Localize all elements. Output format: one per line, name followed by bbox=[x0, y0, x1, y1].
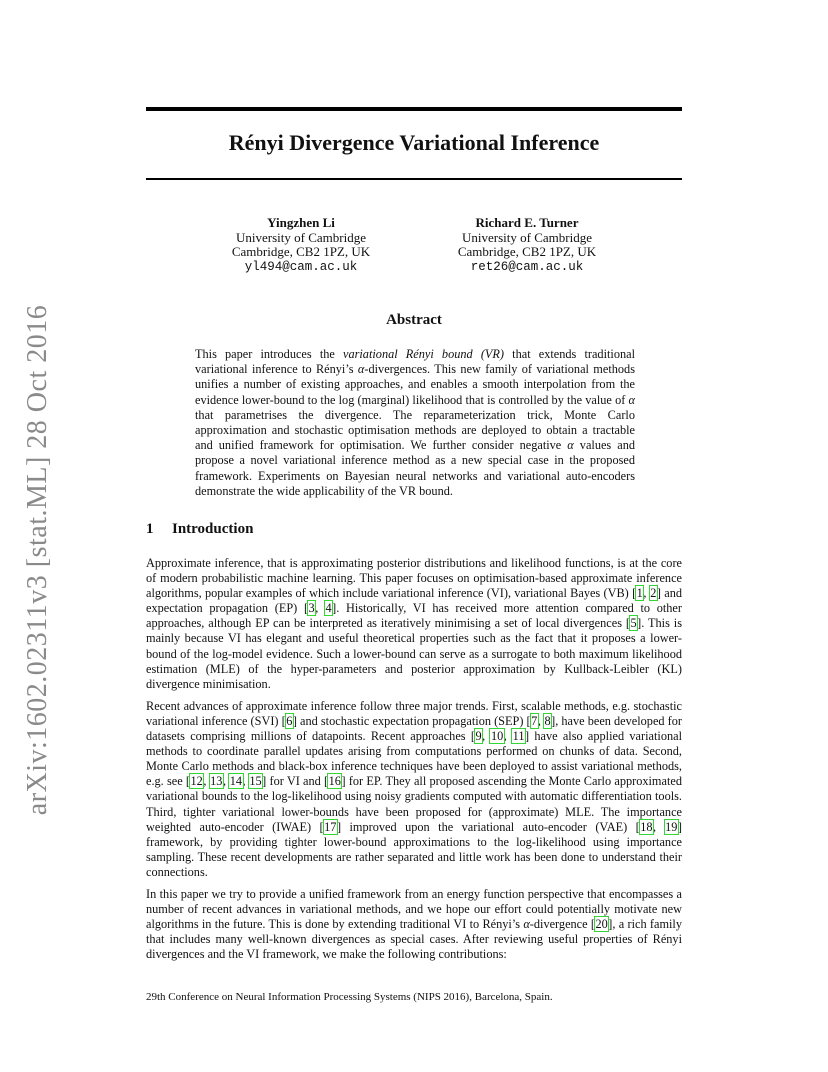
citation-link[interactable]: 17 bbox=[324, 819, 337, 834]
author-affiliation: University of Cambridge bbox=[462, 229, 592, 245]
alpha-symbol: α bbox=[523, 917, 530, 932]
citation-link[interactable]: 2 bbox=[650, 586, 657, 601]
author-2 bbox=[412, 216, 642, 274]
title-top-rule bbox=[146, 107, 682, 111]
text-segment: , bbox=[503, 729, 513, 744]
abstract-emphasis: variational Rényi bound (VR) bbox=[343, 347, 505, 361]
citation-link[interactable]: 4 bbox=[325, 601, 332, 616]
citation-link[interactable]: 19 bbox=[665, 819, 678, 834]
title-bottom-rule bbox=[146, 178, 682, 180]
text-segment: ] framework, by providing tighter lower-bound approximations to the log-likelihood using importance sampling. These recent developments are rather separated and little work has been done to understand their connections. bbox=[146, 819, 682, 879]
citation-link[interactable]: 14 bbox=[229, 774, 243, 789]
text-segment: , bbox=[203, 774, 210, 789]
author-affiliation: University of Cambridge bbox=[236, 229, 366, 245]
text-segment: -divergence [ bbox=[529, 917, 595, 932]
author-1 bbox=[186, 216, 416, 274]
text-segment: ] for EP. They all proposed ascending the Monte Carlo approximated variational bounds to the log-likelihood using noisy gradients computed with automatic differentiation tools. Third, tighter variational lower-bounds have been proposed for (approximate) MLE. The importance weighted auto-encoder (IWAE) [ bbox=[146, 774, 682, 834]
arxiv-stamp-text: arXiv:1602.02311v3 [stat.ML] 28 Oct 2016 bbox=[22, 304, 54, 816]
citation-link[interactable]: 5 bbox=[630, 616, 637, 631]
alpha-symbol: α bbox=[567, 438, 574, 453]
abstract-segment: that parametrises the divergence. The reparameterization trick, Monte Carlo approximation and stochastic optimisation methods are deployed to obtain a tractable and unified framework for optimisation. We further consider negative bbox=[195, 407, 635, 453]
text-segment: Approximate inference, that is approximating posterior distributions and likelihood functions, is at the core of modern probabilistic machine learning. This paper focuses on optimisation-based approximate inference algorithms, popular examples of which include variational inference (VI), variational Bayes (VB) [ bbox=[146, 556, 682, 601]
alpha-symbol: α bbox=[628, 392, 635, 407]
author-name: Richard E. Turner bbox=[475, 215, 579, 230]
author-name: Yingzhen Li bbox=[267, 215, 335, 230]
citation-link[interactable]: 18 bbox=[640, 819, 653, 834]
text-segment: ]. Historically, VI has received more attention compared to other approaches, although EP can be interpreted as iteratively minimising a set of local divergences [ bbox=[146, 601, 682, 631]
text-segment: In this paper we try to provide a unified framework from an energy function perspective that encompasses a number of recent advances in variational methods, and we hope our effort could potentially motivate new algorithms in the future. This is done by extending traditional VI to Rényi’s bbox=[146, 886, 682, 932]
citation-link[interactable]: 13 bbox=[210, 774, 223, 789]
citation-link[interactable]: 6 bbox=[286, 713, 293, 728]
citation-link[interactable]: 10 bbox=[490, 729, 504, 744]
text-segment: , bbox=[222, 774, 230, 789]
citation-link[interactable]: 3 bbox=[308, 601, 315, 616]
citation-link[interactable]: 9 bbox=[475, 729, 482, 744]
text-segment: , bbox=[482, 729, 491, 744]
text-segment: ] have also applied variational methods to coordinate parallel updates arising from computations performed on chunks of data. Second, Monte Carlo methods and black-box inference techniques have been deployed to assist variational methods, e.g. see [ bbox=[146, 729, 682, 789]
section-title: Introduction bbox=[172, 521, 254, 537]
text-segment: , bbox=[643, 586, 650, 601]
citation-link[interactable]: 1 bbox=[636, 586, 643, 601]
alpha-symbol: α bbox=[357, 362, 365, 377]
citation-link[interactable]: 11 bbox=[512, 729, 525, 744]
author-email[interactable]: yl494@cam.ac.uk bbox=[244, 259, 358, 274]
text-segment: ]. This is mainly because VI has elegant and useful theoretical properties such as the fact that it proposes a lower-bound of the log-model evidence. Such a lower-bound can serve as a surrogate to both maximum likelihood estimation (MLE) of the hyper-parameters and posterior approximation by Kullback-Leibler (KL) divergence minimisation. bbox=[146, 616, 682, 691]
text-segment: , bbox=[315, 601, 325, 616]
text-segment: , bbox=[653, 819, 665, 834]
abstract-text bbox=[195, 347, 635, 499]
text-segment: ], a rich family that includes many well-known divergences as special cases. After reviewing useful properties of Rényi divergences and the VI framework, we make the following contributions: bbox=[146, 917, 682, 962]
paragraph-2 bbox=[146, 699, 682, 880]
author-block bbox=[146, 216, 682, 278]
introduction-body bbox=[146, 556, 682, 969]
author-address: Cambridge, CB2 1PZ, UK bbox=[231, 244, 371, 259]
text-segment: Recent advances of approximate inference follow three major trends. First, scalable methods, e.g. stochastic variational inference (SVI) [ bbox=[146, 698, 682, 728]
text-segment: ] for VI and [ bbox=[262, 774, 329, 789]
citation-link[interactable]: 8 bbox=[544, 713, 551, 728]
paragraph-3 bbox=[146, 887, 682, 962]
text-segment: , bbox=[242, 774, 249, 789]
abstract-segment: -divergences. This new family of variational methods unifies a number of existing approaches, and enables a smooth interpolation from the evidence lower-bound to the log (marginal) likelihood that is controlled by the value of bbox=[195, 362, 635, 407]
author-email[interactable]: ret26@cam.ac.uk bbox=[470, 259, 584, 274]
citation-link[interactable]: 20 bbox=[595, 917, 608, 932]
citation-link[interactable]: 16 bbox=[328, 774, 341, 789]
text-segment: ] and expectation propagation (EP) [ bbox=[146, 586, 682, 616]
text-segment: ] and stochastic expectation propagation (SEP) [ bbox=[292, 713, 531, 728]
text-segment: , bbox=[537, 713, 544, 728]
section-heading-introduction bbox=[146, 521, 253, 538]
abstract-segment: This paper introduces the bbox=[195, 347, 343, 361]
text-segment: ], have been developed for datasets comprising millions of datapoints. Recent approaches [ bbox=[146, 713, 682, 744]
citation-link[interactable]: 12 bbox=[190, 774, 203, 789]
abstract-segment: values and propose a novel variational inference method as a new special case in the proposed framework. Experiments on Bayesian neural networks and variational auto-encoders demonstrate the wide applicability of the VR bound. bbox=[195, 438, 635, 498]
abstract-segment: that extends traditional variational inference to Rényi’s bbox=[195, 347, 636, 377]
paragraph-1 bbox=[146, 556, 682, 692]
citation-link[interactable]: 7 bbox=[531, 713, 538, 728]
citation-link[interactable]: 15 bbox=[249, 774, 262, 789]
abstract-heading: Abstract bbox=[386, 312, 442, 328]
arxiv-stamp bbox=[8, 300, 68, 820]
author-address: Cambridge, CB2 1PZ, UK bbox=[457, 244, 597, 259]
text-segment: ] improved upon the variational auto-encoder (VAE) [ bbox=[336, 819, 640, 834]
conference-footnote: 29th Conference on Neural Information Processing Systems (NIPS 2016), Barcelona, Spain. bbox=[146, 991, 553, 1003]
section-number: 1 bbox=[146, 521, 154, 537]
paper-title: Rényi Divergence Variational Inference bbox=[228, 130, 600, 155]
